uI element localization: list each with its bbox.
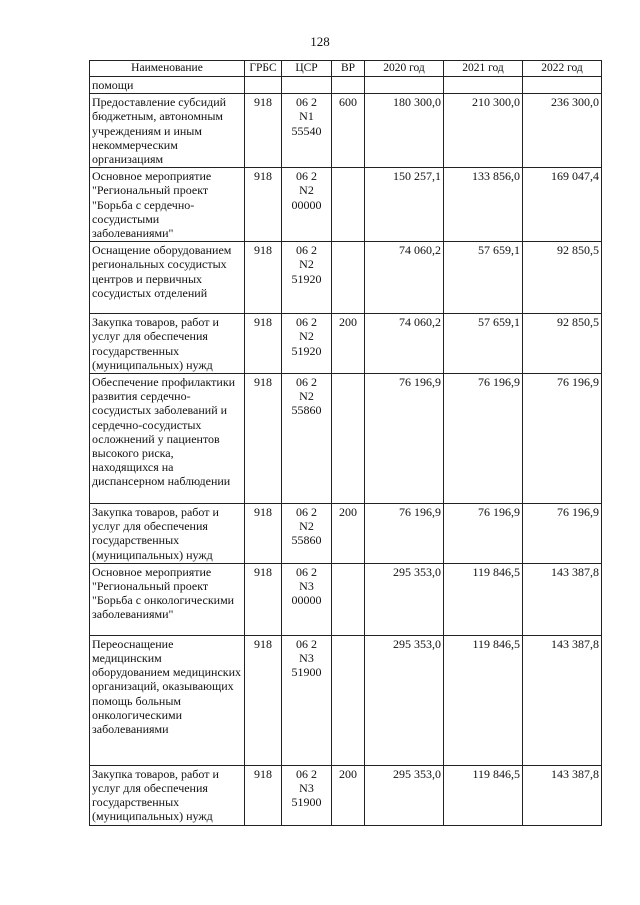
row-grbs: 918 [245,563,282,635]
row-csr-part: 06 2 [296,564,317,579]
row-csr-part: 51920 [291,271,322,286]
table-row [90,168,602,242]
column-header-2022: 2022 год [523,61,602,77]
row-vr [332,563,365,635]
row-vr: 200 [332,504,365,564]
table-row [90,314,602,374]
row-name: Обеспечение профилактики развития сердечно-сосудистых заболеваний и сердечно-сосудистых осложнений у пациентов высокого риска, находящихся на диспансерном наблюдении [90,374,245,504]
row-2022: 92 850,5 [523,314,602,374]
table-cell [282,77,332,94]
row-csr [282,563,332,635]
row-csr-part: 06 2 [296,766,317,781]
column-header-name: Наименование [90,61,245,77]
continued-row [90,77,602,94]
row-2020: 76 196,9 [365,374,444,504]
row-2021: 133 856,0 [444,168,523,242]
row-csr-part: 06 2 [296,505,317,520]
page-number: 128 [310,34,330,49]
row-2022: 169 047,4 [523,168,602,242]
column-header-csr: ЦСР [282,61,332,77]
row-2020: 295 353,0 [365,563,444,635]
row-csr-part: 06 2 [296,636,317,651]
row-csr-part: 51900 [291,665,322,680]
row-2020: 74 060,2 [365,242,444,314]
row-2021: 119 846,5 [444,765,523,825]
row-vr: 600 [332,94,365,168]
row-grbs: 918 [245,168,282,242]
row-csr-part: 51900 [291,795,322,810]
row-csr-part: N2 [299,183,314,198]
row-2020: 295 353,0 [365,635,444,765]
row-csr-part: 06 2 [296,95,317,110]
row-name: Основное мероприятие "Региональный проект "Борьба с онкологическими заболеваниями" [90,563,245,635]
row-csr-part: N2 [299,389,314,404]
column-header-2021: 2021 год [444,61,523,77]
table-cell [444,77,523,94]
row-2022: 76 196,9 [523,504,602,564]
column-header-grbs: ГРБС [245,61,282,77]
header-row [90,61,602,77]
table-row [90,94,602,168]
row-csr [282,635,332,765]
row-vr [332,635,365,765]
row-csr-part: N2 [299,257,314,272]
row-csr-part: N3 [299,651,314,666]
row-csr-part: 06 2 [296,243,317,258]
row-2021: 119 846,5 [444,563,523,635]
row-vr: 200 [332,314,365,374]
row-2020: 150 257,1 [365,168,444,242]
row-csr [282,242,332,314]
table-cell [523,77,602,94]
row-2021: 57 659,1 [444,314,523,374]
row-2021: 210 300,0 [444,94,523,168]
row-2022: 236 300,0 [523,94,602,168]
row-vr [332,374,365,504]
row-csr-part: 06 2 [296,169,317,184]
row-csr-part: N3 [299,579,314,594]
row-csr-part: 00000 [291,593,322,608]
row-csr-part: 00000 [291,197,322,212]
row-2020: 76 196,9 [365,504,444,564]
row-csr [282,168,332,242]
row-csr [282,314,332,374]
table-cell [245,77,282,94]
row-2022: 143 387,8 [523,765,602,825]
row-2021: 76 196,9 [444,374,523,504]
row-csr-part: N2 [299,519,314,534]
row-name: Закупка товаров, работ и услуг для обеспечения государственных (муниципальных) нужд [90,504,245,564]
table-row [90,765,602,825]
row-name: Закупка товаров, работ и услуг для обеспечения государственных (муниципальных) нужд [90,765,245,825]
budget-table [89,60,602,826]
continued-row-name: помощи [90,77,245,94]
row-2022: 92 850,5 [523,242,602,314]
row-name: Оснащение оборудованием региональных сосудистых центров и первичных сосудистых отделений [90,242,245,314]
row-2020: 180 300,0 [365,94,444,168]
table-cell [365,77,444,94]
row-grbs: 918 [245,94,282,168]
row-grbs: 918 [245,635,282,765]
row-csr-part: 55540 [291,123,322,138]
row-2022: 143 387,8 [523,563,602,635]
row-csr [282,374,332,504]
row-2020: 74 060,2 [365,314,444,374]
row-csr-part: 06 2 [296,315,317,330]
row-name: Предоставление субсидий бюджетным, автономным учреждениям и иным некоммерческим организациям [90,94,245,168]
row-grbs: 918 [245,765,282,825]
row-2021: 76 196,9 [444,504,523,564]
row-csr-part: 55860 [291,533,322,548]
row-csr [282,765,332,825]
row-2020: 295 353,0 [365,765,444,825]
row-2021: 57 659,1 [444,242,523,314]
row-grbs: 918 [245,242,282,314]
table-row [90,563,602,635]
row-name: Закупка товаров, работ и услуг для обеспечения государственных (муниципальных) нужд [90,314,245,374]
row-csr [282,94,332,168]
row-vr [332,168,365,242]
row-2022: 76 196,9 [523,374,602,504]
table-cell [332,77,365,94]
row-grbs: 918 [245,374,282,504]
column-header-vr: ВР [332,61,365,77]
row-grbs: 918 [245,504,282,564]
row-name: Переоснащение медицинским оборудованием медицинских организаций, оказывающих помощь больным онкологическими заболеваниями [90,635,245,765]
table-row [90,242,602,314]
row-vr: 200 [332,765,365,825]
row-csr-part: 51920 [291,343,322,358]
table-row [90,504,602,564]
row-vr [332,242,365,314]
table-row [90,374,602,504]
row-csr-part: 06 2 [296,375,317,390]
row-csr-part: 55860 [291,403,322,418]
row-csr-part: N1 [299,109,314,124]
row-csr [282,504,332,564]
row-2022: 143 387,8 [523,635,602,765]
column-header-2020: 2020 год [365,61,444,77]
table-row [90,635,602,765]
row-csr-part: N2 [299,329,314,344]
row-2021: 119 846,5 [444,635,523,765]
row-name: Основное мероприятие "Региональный проект "Борьба с сердечно-сосудистыми заболеваниями" [90,168,245,242]
row-grbs: 918 [245,314,282,374]
row-csr-part: N3 [299,781,314,796]
